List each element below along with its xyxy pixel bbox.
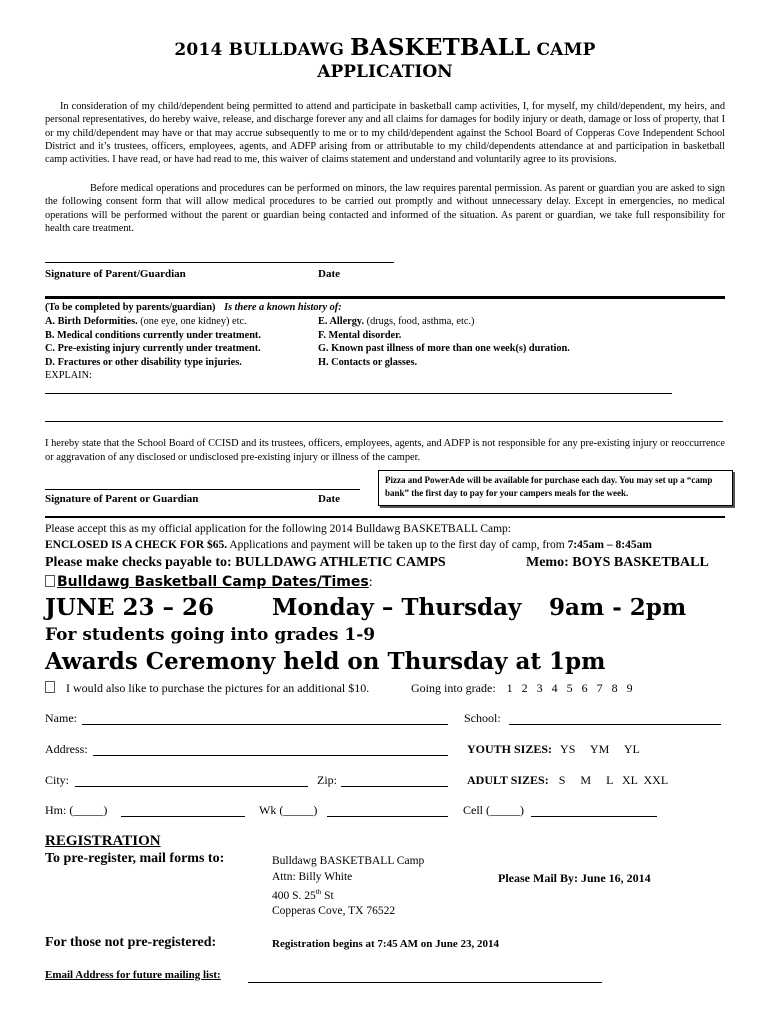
awards-ceremony-text: Awards Ceremony held on Thursday at 1pm	[45, 648, 606, 675]
city-label: City:	[45, 773, 70, 787]
zip-label: Zip:	[317, 773, 337, 787]
history-list-right	[318, 315, 728, 369]
cell-phone-label: Cell (_____)	[463, 803, 524, 817]
grades-text: For students going into grades 1-9	[45, 625, 376, 645]
history-item-h: H. Contacts or glasses.	[318, 356, 418, 368]
home-phone-label: Hm: (_____)	[45, 803, 108, 817]
section-divider-2	[45, 516, 725, 518]
parent-signature-line[interactable]	[45, 262, 394, 263]
address-line-1: Bulldawg BASKETBALL Camp	[272, 855, 425, 867]
explain-label: EXPLAIN:	[45, 370, 92, 382]
date-label: Date	[318, 268, 340, 280]
not-preregistered-label: For those not pre-registered:	[45, 935, 217, 950]
zip-input[interactable]	[341, 772, 448, 787]
history-question: Is there a known history of:	[224, 302, 342, 313]
history-list-left	[45, 315, 315, 383]
explain-line-2[interactable]	[45, 421, 723, 422]
medical-consent-paragraph: Before medical operations and procedures can be performed on minors, the law requires parental permission. As parent or guardian you are asked to sign the following consent form that will allow medical procedures to be carried out promptly and without unnecessary delay. Except in emergencies, no medical operations will be performed without the parent or guardian being contacted and informed of the situation. As parent or guardian, we take full responsibility for health care treatment.	[45, 183, 725, 234]
concession-note-box: Pizza and PowerAde will be available for purchase each day. You may set up a “camp bank” the first day to pay for your campers meals for the week.	[378, 470, 733, 506]
checkbox-icon	[45, 575, 55, 587]
city-input[interactable]	[75, 772, 308, 787]
history-item-a: A. Birth Deformities. (one eye, one kidney) etc.	[45, 316, 247, 327]
camp-dates-heading: Bulldawg Basketball Camp Dates/Times:	[45, 574, 373, 591]
grade-options[interactable]: 1 2 3 4 5 6 7 8 9	[506, 681, 633, 695]
address-line-2: Attn: Billy White	[272, 870, 353, 883]
youth-size-options[interactable]: YS YM YL	[560, 742, 640, 756]
home-phone-input[interactable]	[121, 802, 245, 817]
checks-payable-text: Please make checks payable to: BULLDAWG ATHLETIC CAMPS	[45, 555, 446, 570]
school-input[interactable]	[509, 710, 721, 725]
registration-begins-text: Registration begins at 7:45 AM on June 23, 2014	[272, 938, 500, 950]
email-input[interactable]	[248, 968, 602, 983]
grade-selector: Going into grade: 1 2 3 4 5 6 7 8 9	[411, 681, 633, 695]
cell-phone-input[interactable]	[531, 802, 657, 817]
mail-by-date: Please Mail By: June 16, 2014	[498, 871, 651, 885]
name-input[interactable]	[82, 710, 448, 725]
mail-forms-label: To pre-register, mail forms to:	[45, 851, 225, 866]
camp-dates: JUNE 23 – 26	[45, 594, 215, 621]
address-label: Address:	[45, 742, 88, 756]
work-phone-input[interactable]	[327, 802, 448, 817]
history-intro	[45, 301, 342, 315]
memo-text: Memo: BOYS BASKETBALL	[526, 555, 709, 570]
history-item-b: B. Medical conditions currently under treatment.	[45, 329, 261, 341]
history-item-e: E. Allergy. (drugs, food, asthma, etc.)	[318, 316, 475, 327]
camp-days: Monday – Thursday	[272, 594, 522, 621]
email-field: Email Address for future mailing list:	[45, 969, 221, 981]
name-field: Name:	[45, 711, 77, 725]
title-suffix: CAMP	[530, 40, 596, 60]
history-item-d: D. Fractures or other disability type injuries.	[45, 356, 242, 368]
address-line-3: 400 S. 25th St	[272, 888, 334, 902]
guardian-signature-label: Signature of Parent or Guardian	[45, 493, 199, 505]
title-application: APPLICATION	[317, 62, 453, 82]
mailing-address	[272, 854, 424, 920]
history-item-g: G. Known past illness of more than one week(s) duration.	[318, 343, 570, 355]
title-prefix: 2014 BULLDAWG	[174, 40, 351, 60]
history-item-f: F. Mental disorder.	[318, 329, 402, 341]
responsibility-statement: I hereby state that the School Board of CCISD and its trustees, officers, employees, agents, and ADFP is not responsible for any pre-existing injury or reoccurrence or aggravation of any disclosed or undisclosed pre-existing injury or illness of the camper.	[45, 438, 725, 463]
waiver-paragraph: In consideration of my child/dependent being permitted to attend and participate in basketball camp activities, I, for myself, my child/dependent, my heirs, and personal representatives, do hereby waive, release, and discharge forever any and all claims for damages for bodily injury or death, damage or loss of property, that I or my child/dependent may have or that may accrue subsequently to me or to my child/dependent against the School Board of Copperas Cove Independent School District and it’s trustees, officers, employees, agents, and ADFP arising from or attributable to my child/dependents attendance at and participation in basketball camp activities. I have read, or have had read to me, this waiver of claims statement and understand and voluntarily agree to its provisions.	[45, 101, 725, 166]
explain-line-1[interactable]	[45, 393, 672, 394]
history-intro-text: (To be completed by parents/guardian)	[45, 302, 216, 313]
address-line-4: Copperas Cove, TX 76522	[272, 905, 396, 918]
history-item-c: C. Pre-existing injury currently under treatment.	[45, 343, 261, 355]
youth-sizes: YOUTH SIZES: YS YM YL	[467, 742, 640, 756]
address-input[interactable]	[93, 741, 448, 756]
enclosed-check-text: ENCLOSED IS A CHECK FOR $65. Applications and payment will be taken up to the first day of camp, from 7:45am – 8:45am	[45, 539, 652, 551]
section-divider	[45, 296, 725, 299]
school-label: School:	[464, 711, 501, 725]
registration-heading: REGISTRATION	[45, 833, 161, 849]
date-label-2: Date	[318, 493, 340, 505]
adult-size-options[interactable]: S M L XL XXL	[558, 773, 669, 787]
application-accept-text: Please accept this as my official application for the following 2014 Bulldawg BASKETBALL Camp:	[45, 523, 511, 535]
title-basketball: BASKETBALL	[350, 34, 531, 61]
guardian-signature-line[interactable]	[45, 489, 360, 490]
pictures-option[interactable]: I would also like to purchase the pictures for an additional $10.	[45, 681, 369, 696]
parent-signature-label: Signature of Parent/Guardian	[45, 268, 186, 280]
title-line-1	[0, 34, 770, 61]
adult-sizes: ADULT SIZES: S M L XL XXL	[467, 773, 669, 787]
camp-hours: 9am - 2pm	[549, 594, 687, 621]
work-phone-label: Wk (_____)	[259, 803, 318, 817]
pictures-checkbox[interactable]	[45, 681, 55, 693]
